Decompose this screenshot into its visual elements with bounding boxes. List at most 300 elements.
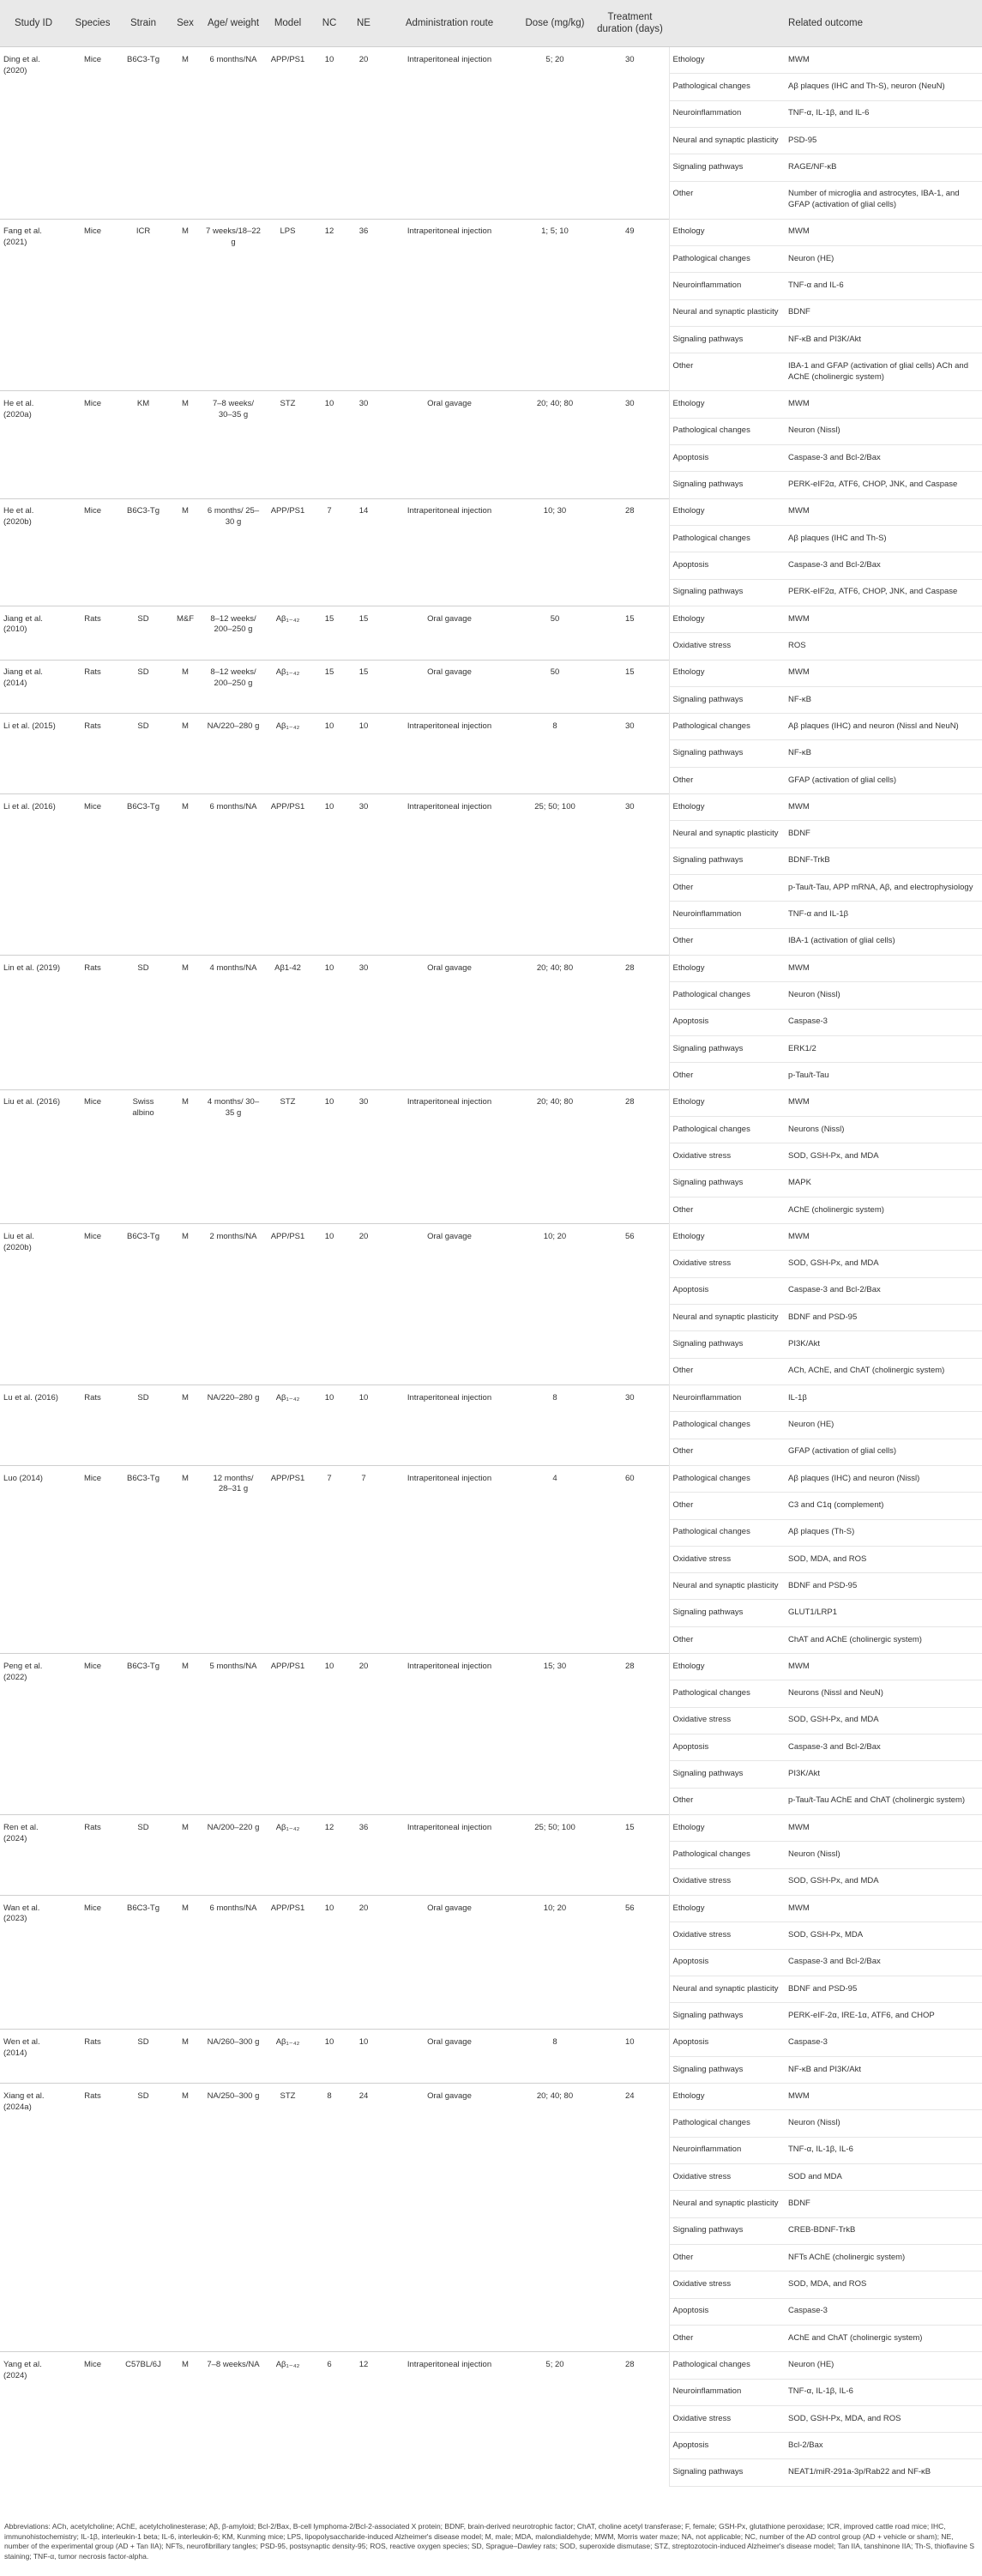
outcome-measure-cell: Neuron (HE) [785, 2352, 982, 2379]
dose-cell: 1; 5; 10 [519, 219, 591, 391]
age-weight-cell: 4 months/ 30–35 g [202, 1089, 264, 1224]
outcome-category-cell: Ethology [669, 1895, 785, 1921]
dose-cell: 10; 30 [519, 498, 591, 606]
outcome-measure-cell: SOD, GSH-Px, and MDA [785, 1251, 982, 1277]
table-header-row [0, 0, 982, 47]
species-cell: Rats [67, 2084, 118, 2352]
nc-cell: 10 [311, 794, 347, 956]
outcome-category-cell: Signaling pathways [669, 1600, 785, 1626]
outcome-category-cell: Oxidative stress [669, 1546, 785, 1572]
outcome-measure-cell: NF-κB and PI3K/Akt [785, 326, 982, 353]
study-id-cell: He et al. (2020a) [0, 391, 67, 498]
administration-route-cell: Intraperitoneal injection [380, 1465, 519, 1653]
outcome-measure-cell: NF-κB [785, 740, 982, 767]
outcome-category-cell: Ethology [669, 391, 785, 418]
outcome-category-cell: Oxidative stress [669, 1707, 785, 1734]
ne-cell: 30 [347, 391, 380, 498]
outcome-category-cell: Apoptosis [669, 2030, 785, 2056]
table-body [0, 47, 982, 2487]
species-cell: Rats [67, 2030, 118, 2084]
outcome-measure-cell: C3 and C1q (complement) [785, 1493, 982, 1519]
strain-cell: B6C3-Tg [118, 1224, 168, 1385]
outcome-measure-cell: TNF-α and IL-1β [785, 902, 982, 928]
outcome-category-cell: Oxidative stress [669, 2271, 785, 2298]
model-cell: APP/PS1 [264, 1654, 311, 1815]
outcome-category-cell: Oxidative stress [669, 2405, 785, 2432]
header-age-weight: Age/ weight [202, 0, 264, 47]
outcome-category-cell: Pathological changes [669, 74, 785, 100]
outcome-measure-cell: GLUT1/LRP1 [785, 1600, 982, 1626]
outcome-category-cell: Neural and synaptic plasticity [669, 821, 785, 848]
age-weight-cell: 5 months/NA [202, 1654, 264, 1815]
outcome-measure-cell: GFAP (activation of glial cells) [785, 767, 982, 793]
dose-cell: 20; 40; 80 [519, 1089, 591, 1224]
treatment-duration-cell: 30 [591, 1385, 669, 1465]
age-weight-cell: NA/250–300 g [202, 2084, 264, 2352]
outcome-measure-cell: SOD, GSH-Px, and MDA [785, 1143, 982, 1170]
age-weight-cell: 7–8 weeks/NA [202, 2352, 264, 2487]
outcome-category-cell: Pathological changes [669, 525, 785, 552]
outcome-measure-cell: PERK-eIF-2α, IRE-1α, ATF6, and CHOP [785, 2003, 982, 2030]
outcome-measure-cell: MWM [785, 498, 982, 525]
outcome-category-cell: Ethology [669, 794, 785, 821]
strain-cell: B6C3-Tg [118, 1465, 168, 1653]
sex-cell: M [168, 2030, 202, 2084]
outcome-measure-cell: Aβ plaques (IHC) and neuron (Nissl) [785, 1465, 982, 1492]
outcome-measure-cell: IBA-1 and GFAP (activation of glial cells) ACh and AChE (cholinergic system) [785, 353, 982, 391]
age-weight-cell: 6 months/NA [202, 1895, 264, 2030]
outcome-category-cell: Signaling pathways [669, 1761, 785, 1788]
study-id-cell: Li et al. (2016) [0, 794, 67, 956]
treatment-duration-cell: 10 [591, 2030, 669, 2084]
outcome-measure-cell: ACh, AChE, and ChAT (cholinergic system) [785, 1358, 982, 1385]
dose-cell: 8 [519, 2030, 591, 2084]
outcome-measure-cell: Caspase-3 and Bcl-2/Bax [785, 1277, 982, 1304]
administration-route-cell: Oral gavage [380, 1224, 519, 1385]
outcome-category-cell: Apoptosis [669, 1734, 785, 1761]
administration-route-cell: Intraperitoneal injection [380, 219, 519, 391]
nc-cell: 10 [311, 391, 347, 498]
outcome-measure-cell: MWM [785, 219, 982, 245]
outcome-category-cell: Oxidative stress [669, 2164, 785, 2191]
outcome-measure-cell: Neuron (Nissl) [785, 1842, 982, 1868]
administration-route-cell: Oral gavage [380, 391, 519, 498]
treatment-duration-cell: 30 [591, 794, 669, 956]
species-cell: Mice [67, 498, 118, 606]
outcome-category-cell: Signaling pathways [669, 472, 785, 498]
table-row [0, 2352, 982, 2379]
outcome-measure-cell: TNF-α, IL-1β, and IL-6 [785, 100, 982, 127]
species-cell: Mice [67, 1465, 118, 1653]
study-id-cell: Ding et al. (2020) [0, 47, 67, 220]
treatment-duration-cell: 60 [591, 1465, 669, 1653]
outcome-measure-cell: Neuron (HE) [785, 246, 982, 273]
administration-route-cell: Intraperitoneal injection [380, 1654, 519, 1815]
outcome-category-cell: Signaling pathways [669, 2217, 785, 2244]
model-cell: Aβ1-42 [264, 955, 311, 1089]
age-weight-cell: 7–8 weeks/ 30–35 g [202, 391, 264, 498]
table-row [0, 1224, 982, 1251]
outcome-measure-cell: MWM [785, 1814, 982, 1841]
nc-cell: 10 [311, 2030, 347, 2084]
model-cell: STZ [264, 1089, 311, 1224]
administration-route-cell: Oral gavage [380, 2030, 519, 2084]
outcome-category-cell: Signaling pathways [669, 1331, 785, 1358]
outcome-measure-cell: Neurons (Nissl and NeuN) [785, 1680, 982, 1707]
outcome-category-cell: Signaling pathways [669, 1035, 785, 1062]
administration-route-cell: Oral gavage [380, 1895, 519, 2030]
outcome-category-cell: Apoptosis [669, 2433, 785, 2459]
species-cell: Rats [67, 606, 118, 660]
strain-cell: B6C3-Tg [118, 498, 168, 606]
strain-cell: B6C3-Tg [118, 1654, 168, 1815]
outcome-measure-cell: TNF-α, IL-1β, IL-6 [785, 2379, 982, 2405]
study-id-cell: Wen et al. (2014) [0, 2030, 67, 2084]
age-weight-cell: NA/200–220 g [202, 1814, 264, 1895]
dose-cell: 4 [519, 1465, 591, 1653]
table-row [0, 1654, 982, 1680]
sex-cell: M [168, 660, 202, 714]
dose-cell: 15; 30 [519, 1654, 591, 1815]
treatment-duration-cell: 30 [591, 391, 669, 498]
strain-cell: SD [118, 660, 168, 714]
outcome-category-cell: Neural and synaptic plasticity [669, 2191, 785, 2217]
outcome-measure-cell: PERK-eIF2α, ATF6, CHOP, JNK, and Caspase [785, 579, 982, 606]
outcome-measure-cell: Neuron (Nissl) [785, 2110, 982, 2137]
outcome-measure-cell: PSD-95 [785, 127, 982, 154]
outcome-measure-cell: TNF-α and IL-6 [785, 273, 982, 299]
model-cell: APP/PS1 [264, 1895, 311, 2030]
ne-cell: 24 [347, 2084, 380, 2352]
species-cell: Mice [67, 794, 118, 956]
outcome-measure-cell: Caspase-3 and Bcl-2/Bax [785, 445, 982, 472]
dose-cell: 25; 50; 100 [519, 1814, 591, 1895]
header-ne: NE [347, 0, 380, 47]
outcome-category-cell: Oxidative stress [669, 1251, 785, 1277]
nc-cell: 12 [311, 219, 347, 391]
outcome-measure-cell: MAPK [785, 1170, 982, 1197]
model-cell: Aβ₁₋₄₂ [264, 606, 311, 660]
age-weight-cell: 12 months/ 28–31 g [202, 1465, 264, 1653]
outcome-measure-cell: MWM [785, 794, 982, 821]
treatment-duration-cell: 30 [591, 714, 669, 794]
table-row [0, 1814, 982, 1841]
species-cell: Mice [67, 219, 118, 391]
header-related-outcome: Related outcome [669, 0, 982, 47]
administration-route-cell: Intraperitoneal injection [380, 47, 519, 220]
treatment-duration-cell: 56 [591, 1895, 669, 2030]
administration-route-cell: Oral gavage [380, 606, 519, 660]
sex-cell: M [168, 1385, 202, 1465]
outcome-category-cell: Pathological changes [669, 714, 785, 740]
outcome-category-cell: Neuroinflammation [669, 273, 785, 299]
outcome-category-cell: Apoptosis [669, 1949, 785, 1976]
outcome-measure-cell: ROS [785, 633, 982, 660]
model-cell: Aβ₁₋₄₂ [264, 660, 311, 714]
header-species: Species [67, 0, 118, 47]
dose-cell: 8 [519, 714, 591, 794]
age-weight-cell: 8–12 weeks/ 200–250 g [202, 606, 264, 660]
study-id-cell: Liu et al. (2016) [0, 1089, 67, 1224]
sex-cell: M [168, 391, 202, 498]
outcome-measure-cell: p-Tau/t-Tau AChE and ChAT (cholinergic system) [785, 1788, 982, 1814]
outcome-category-cell: Other [669, 1493, 785, 1519]
outcome-category-cell: Pathological changes [669, 1465, 785, 1492]
outcome-category-cell: Apoptosis [669, 552, 785, 579]
strain-cell: KM [118, 391, 168, 498]
outcome-measure-cell: BDNF [785, 821, 982, 848]
model-cell: STZ [264, 2084, 311, 2352]
sex-cell: M [168, 219, 202, 391]
outcome-measure-cell: BDNF and PSD-95 [785, 1573, 982, 1600]
study-id-cell: Yang et al. (2024) [0, 2352, 67, 2487]
dose-cell: 5; 20 [519, 2352, 591, 2487]
strain-cell: SD [118, 2084, 168, 2352]
strain-cell: SD [118, 606, 168, 660]
outcome-category-cell: Pathological changes [669, 246, 785, 273]
strain-cell: Swiss albino [118, 1089, 168, 1224]
study-id-cell: Peng et al. (2022) [0, 1654, 67, 1815]
ne-cell: 20 [347, 1895, 380, 2030]
nc-cell: 15 [311, 660, 347, 714]
table-row [0, 219, 982, 245]
sex-cell: M [168, 1895, 202, 2030]
outcome-measure-cell: Aβ plaques (Th-S) [785, 1519, 982, 1546]
table-row [0, 498, 982, 525]
outcome-category-cell: Neuroinflammation [669, 100, 785, 127]
outcome-category-cell: Signaling pathways [669, 2056, 785, 2083]
species-cell: Mice [67, 391, 118, 498]
outcome-category-cell: Pathological changes [669, 2110, 785, 2137]
strain-cell: B6C3-Tg [118, 1895, 168, 2030]
outcome-category-cell: Pathological changes [669, 982, 785, 1009]
model-cell: APP/PS1 [264, 1224, 311, 1385]
outcome-category-cell: Other [669, 353, 785, 391]
outcome-measure-cell: IBA-1 (activation of glial cells) [785, 928, 982, 955]
outcome-measure-cell: NEAT1/miR-291a-3p/Rab22 and NF-κB [785, 2459, 982, 2486]
outcome-category-cell: Neural and synaptic plasticity [669, 127, 785, 154]
outcome-measure-cell: SOD, GSH-Px, and MDA [785, 1868, 982, 1895]
outcome-measure-cell: BDNF and PSD-95 [785, 1976, 982, 2002]
strain-cell: ICR [118, 219, 168, 391]
nc-cell: 10 [311, 1654, 347, 1815]
table-row [0, 1385, 982, 1411]
outcome-category-cell: Pathological changes [669, 1116, 785, 1143]
outcome-measure-cell: Aβ plaques (IHC and Th-S) [785, 525, 982, 552]
outcome-category-cell: Signaling pathways [669, 154, 785, 181]
treatment-duration-cell: 49 [591, 219, 669, 391]
outcome-category-cell: Oxidative stress [669, 1143, 785, 1170]
nc-cell: 10 [311, 714, 347, 794]
administration-route-cell: Intraperitoneal injection [380, 1385, 519, 1465]
model-cell: Aβ₁₋₄₂ [264, 2352, 311, 2487]
outcome-category-cell: Ethology [669, 47, 785, 74]
outcome-measure-cell: SOD, GSH-Px, and MDA [785, 1707, 982, 1734]
species-cell: Rats [67, 955, 118, 1089]
outcome-measure-cell: MWM [785, 1895, 982, 1921]
outcome-category-cell: Signaling pathways [669, 579, 785, 606]
nc-cell: 10 [311, 47, 347, 220]
nc-cell: 15 [311, 606, 347, 660]
strain-cell: SD [118, 2030, 168, 2084]
table-footnote: Abbreviations: ACh, acetylcholine; AChE, acetylcholinesterase; Aβ, β-amyloid; Bcl-2/Bax, B-cell lymphoma-2/Bcl-2-associated X protein; BDNF, brain-derived neurotrophic factor; ChAT, choline acetyl transferase; F, female; GSH-Px, glutathione peroxidase; ICR, improved cattle road mice; IHC, immunohistochemistry; IL-1β, interleukin-1 beta; IL-6, interleukin-6; KM, Kunming mice; LPS, lipopolysaccharide-induced Alzheimer's disease model; M, male; MDA, malondialdehyde; MWM, Morris water maze; NA, not applicable; NC, number of the AD control group (AD + vehicle or sham); NE, number of the experimental group (AD + Tan IIA); NFTs, neurofibrillary tangles; PSD-95, postsynaptic density-95; ROS, reactive oxygen species; SD, Sprague–Dawley rats; SOD, superoxide dismutase; STZ, streptozotocin-induced Alzheimer's disease model; Tan IIA, tanshinone IIA; Th-S, thioflavine S staining; TNF-α, tumor necrosis factor-alpha. [4, 2522, 975, 2561]
model-cell: STZ [264, 391, 311, 498]
outcome-measure-cell: SOD, GSH-Px, MDA [785, 1922, 982, 1949]
outcome-measure-cell: AChE (cholinergic system) [785, 1197, 982, 1223]
outcome-category-cell: Apoptosis [669, 1277, 785, 1304]
table-row [0, 955, 982, 981]
outcome-category-cell: Other [669, 928, 785, 955]
outcome-measure-cell: Neuron (Nissl) [785, 982, 982, 1009]
outcome-category-cell: Apoptosis [669, 445, 785, 472]
outcome-measure-cell: SOD, MDA, and ROS [785, 2271, 982, 2298]
model-cell: APP/PS1 [264, 794, 311, 956]
nc-cell: 7 [311, 498, 347, 606]
outcome-category-cell: Pathological changes [669, 1519, 785, 1546]
study-id-cell: Liu et al. (2020b) [0, 1224, 67, 1385]
outcome-category-cell: Neuroinflammation [669, 902, 785, 928]
outcome-measure-cell: p-Tau/t-Tau [785, 1063, 982, 1089]
outcome-category-cell: Pathological changes [669, 418, 785, 444]
treatment-duration-cell: 56 [591, 1224, 669, 1385]
outcome-category-cell: Apoptosis [669, 1009, 785, 1035]
strain-cell: B6C3-Tg [118, 794, 168, 956]
strain-cell: SD [118, 1814, 168, 1895]
outcome-measure-cell: Caspase-3 [785, 1009, 982, 1035]
outcome-measure-cell: NFTs AChE (cholinergic system) [785, 2244, 982, 2271]
table-row [0, 47, 982, 74]
administration-route-cell: Intraperitoneal injection [380, 1814, 519, 1895]
treatment-duration-cell: 15 [591, 606, 669, 660]
species-cell: Mice [67, 47, 118, 220]
administration-route-cell: Intraperitoneal injection [380, 714, 519, 794]
outcome-measure-cell: Aβ plaques (IHC) and neuron (Nissl and NeuN) [785, 714, 982, 740]
outcome-category-cell: Oxidative stress [669, 1922, 785, 1949]
ne-cell: 30 [347, 955, 380, 1089]
model-cell: APP/PS1 [264, 47, 311, 220]
outcome-category-cell: Pathological changes [669, 1680, 785, 1707]
outcome-measure-cell: PERK-eIF2α, ATF6, CHOP, JNK, and Caspase [785, 472, 982, 498]
outcome-measure-cell: p-Tau/t-Tau, APP mRNA, Aβ, and electrophysiology [785, 875, 982, 902]
sex-cell: M [168, 714, 202, 794]
outcome-category-cell: Signaling pathways [669, 2459, 785, 2486]
species-cell: Rats [67, 1814, 118, 1895]
outcome-measure-cell: Caspase-3 [785, 2298, 982, 2325]
outcome-category-cell: Neural and synaptic plasticity [669, 1976, 785, 2002]
dose-cell: 10; 20 [519, 1895, 591, 2030]
species-cell: Rats [67, 714, 118, 794]
outcome-measure-cell: SOD and MDA [785, 2164, 982, 2191]
study-id-cell: He et al. (2020b) [0, 498, 67, 606]
treatment-duration-cell: 15 [591, 660, 669, 714]
outcome-measure-cell: MWM [785, 1224, 982, 1251]
ne-cell: 36 [347, 219, 380, 391]
outcome-category-cell: Other [669, 181, 785, 219]
study-id-cell: Fang et al. (2021) [0, 219, 67, 391]
dose-cell: 20; 40; 80 [519, 391, 591, 498]
sex-cell: M [168, 955, 202, 1089]
species-cell: Mice [67, 1089, 118, 1224]
strain-cell: SD [118, 955, 168, 1089]
sex-cell: M [168, 1224, 202, 1385]
outcome-category-cell: Other [669, 767, 785, 793]
ne-cell: 15 [347, 606, 380, 660]
header-study-id: Study ID [0, 0, 67, 47]
outcome-measure-cell: MWM [785, 660, 982, 686]
ne-cell: 10 [347, 1385, 380, 1465]
strain-cell: C57BL/6J [118, 2352, 168, 2487]
species-cell: Mice [67, 1224, 118, 1385]
outcome-measure-cell: TNF-α, IL-1β, IL-6 [785, 2137, 982, 2163]
outcome-category-cell: Neural and synaptic plasticity [669, 1573, 785, 1600]
outcome-category-cell: Signaling pathways [669, 740, 785, 767]
outcome-measure-cell: MWM [785, 606, 982, 632]
table-row [0, 606, 982, 632]
outcome-category-cell: Signaling pathways [669, 848, 785, 874]
header-strain: Strain [118, 0, 168, 47]
sex-cell: M [168, 794, 202, 956]
sex-cell: M [168, 1089, 202, 1224]
nc-cell: 10 [311, 1224, 347, 1385]
species-cell: Rats [67, 660, 118, 714]
dose-cell: 10; 20 [519, 1224, 591, 1385]
administration-route-cell: Intraperitoneal injection [380, 2352, 519, 2487]
outcome-category-cell: Other [669, 875, 785, 902]
outcome-category-cell: Neuroinflammation [669, 1385, 785, 1411]
treatment-duration-cell: 28 [591, 498, 669, 606]
age-weight-cell: 4 months/NA [202, 955, 264, 1089]
outcome-measure-cell: MWM [785, 955, 982, 981]
model-cell: Aβ₁₋₄₂ [264, 714, 311, 794]
ne-cell: 10 [347, 714, 380, 794]
age-weight-cell: 6 months/NA [202, 794, 264, 956]
dose-cell: 8 [519, 1385, 591, 1465]
outcome-category-cell: Neuroinflammation [669, 2137, 785, 2163]
outcome-category-cell: Apoptosis [669, 2298, 785, 2325]
age-weight-cell: NA/220–280 g [202, 1385, 264, 1465]
ne-cell: 12 [347, 2352, 380, 2487]
strain-cell: SD [118, 714, 168, 794]
species-cell: Mice [67, 2352, 118, 2487]
outcome-measure-cell: Neuron (HE) [785, 1412, 982, 1439]
strain-cell: B6C3-Tg [118, 47, 168, 220]
nc-cell: 10 [311, 1385, 347, 1465]
study-id-cell: Xiang et al. (2024a) [0, 2084, 67, 2352]
model-cell: LPS [264, 219, 311, 391]
sex-cell: M [168, 2352, 202, 2487]
outcome-measure-cell: MWM [785, 1654, 982, 1680]
outcome-measure-cell: BDNF [785, 2191, 982, 2217]
outcome-category-cell: Signaling pathways [669, 686, 785, 713]
ne-cell: 20 [347, 47, 380, 220]
study-id-cell: Lin et al. (2019) [0, 955, 67, 1089]
model-cell: Aβ₁₋₄₂ [264, 1814, 311, 1895]
administration-route-cell: Oral gavage [380, 955, 519, 1089]
outcome-measure-cell: PI3K/Akt [785, 1331, 982, 1358]
outcome-measure-cell: IL-1β [785, 1385, 982, 1411]
table-row [0, 2030, 982, 2056]
dose-cell: 5; 20 [519, 47, 591, 220]
outcome-category-cell: Neural and synaptic plasticity [669, 1305, 785, 1331]
outcome-measure-cell: ERK1/2 [785, 1035, 982, 1062]
outcome-measure-cell: Neurons (Nissl) [785, 1116, 982, 1143]
outcome-category-cell: Ethology [669, 1224, 785, 1251]
outcome-category-cell: Neural and synaptic plasticity [669, 299, 785, 326]
outcome-measure-cell: BDNF [785, 299, 982, 326]
age-weight-cell: NA/260–300 g [202, 2030, 264, 2084]
outcome-category-cell: Pathological changes [669, 2352, 785, 2379]
age-weight-cell: 8–12 weeks/ 200–250 g [202, 660, 264, 714]
